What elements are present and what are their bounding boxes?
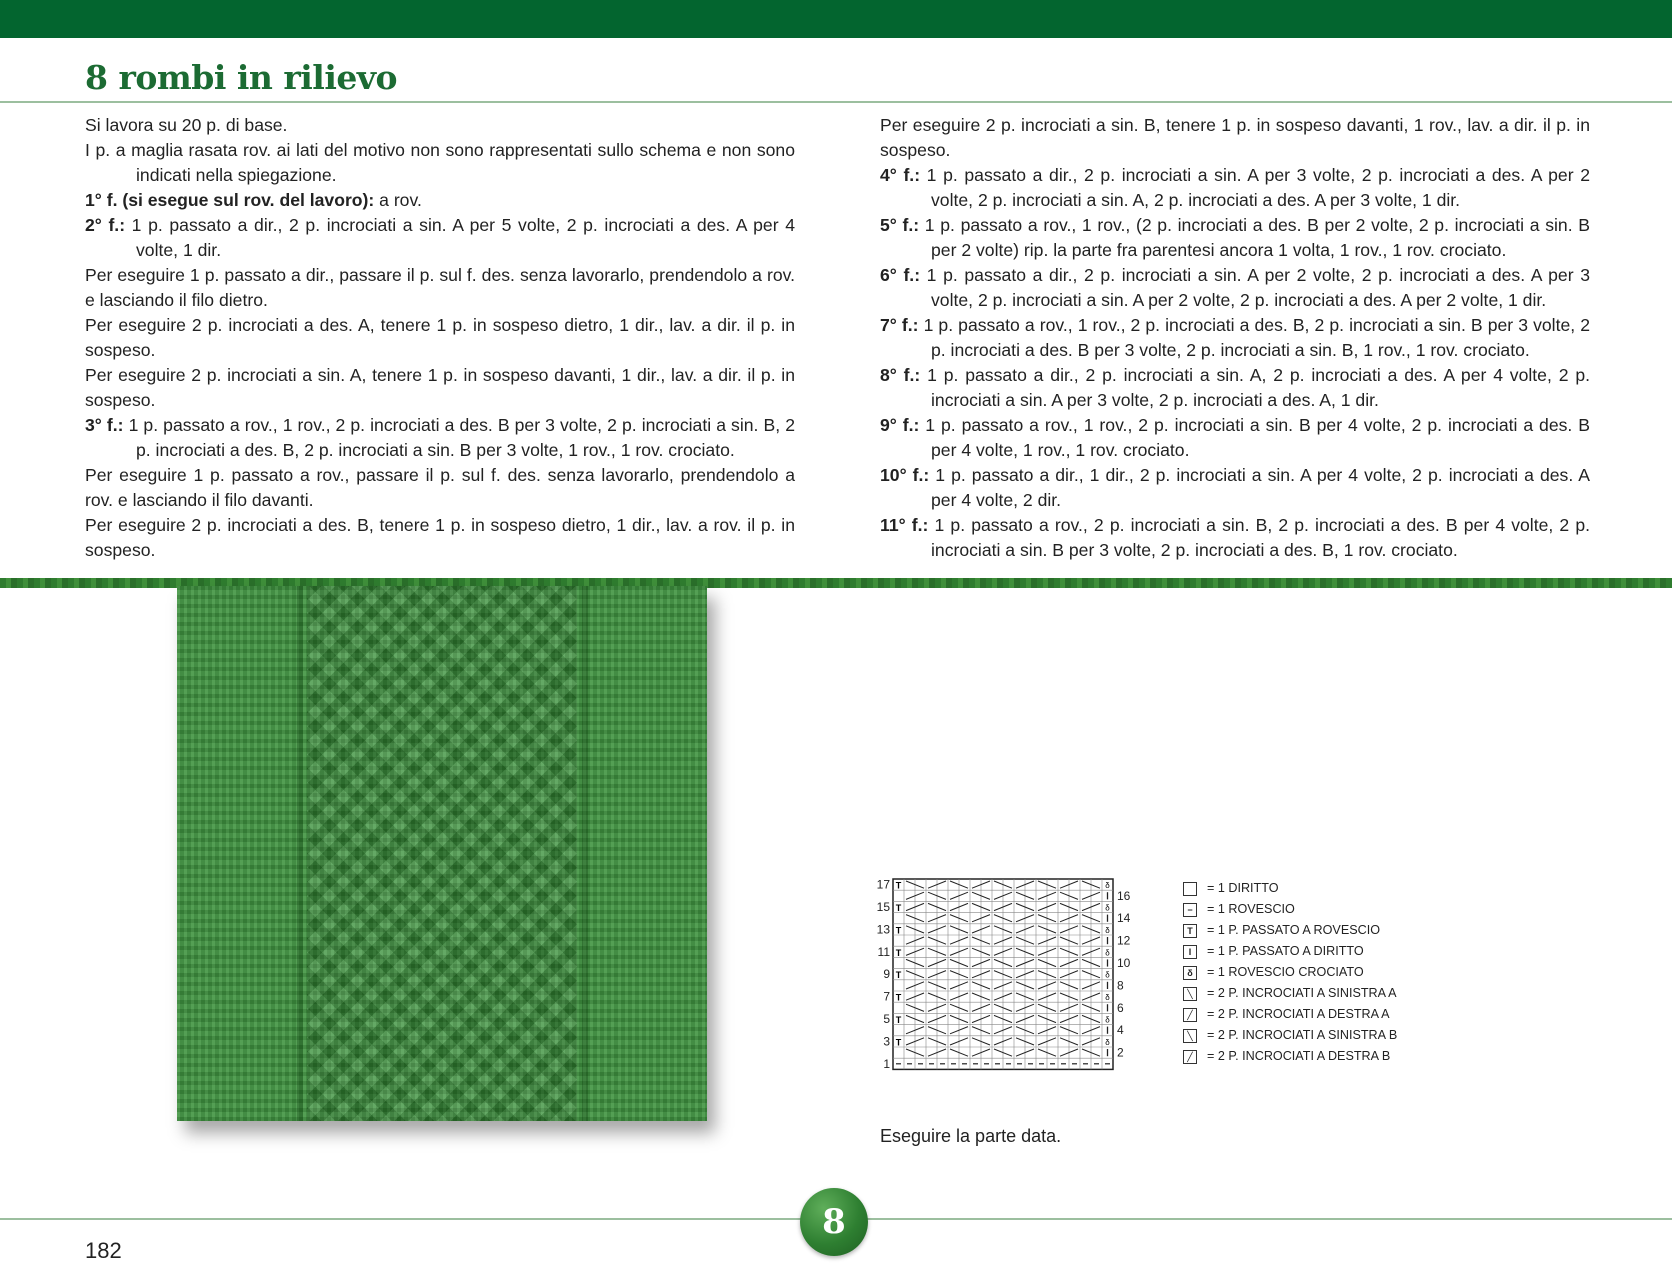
instruction-row <box>880 513 1590 563</box>
legend-item <box>1183 1025 1397 1046</box>
chart-row-number: 3 <box>883 1034 890 1049</box>
chart-slip-purl-mark: T <box>895 992 902 1003</box>
row-text: 1 p. passato a rov., 1 rov., (2 p. incrociati a des. B per 2 volte, 2 p. incrociati a sin. B per 2 volte) rip. la parte fra parentesi ancora 1 volta, 1 rov., 1 rov. crociato. <box>919 215 1590 260</box>
cross-right-b-icon: ╱ <box>1183 1050 1197 1064</box>
chart-row-number: 16 <box>1117 888 1131 903</box>
chart-slip-purl-mark: T <box>895 970 902 981</box>
chart-twisted-purl-mark: δ <box>1105 993 1110 1003</box>
legend-item <box>1183 941 1397 962</box>
instruction-paragraph <box>85 113 795 138</box>
knit-swatch-photo <box>177 586 707 1121</box>
chart-slip-purl-mark: T <box>895 1037 902 1048</box>
chart-twisted-purl-mark: δ <box>1105 925 1110 935</box>
chart-row-number: 5 <box>883 1012 890 1026</box>
instruction-row <box>85 213 795 263</box>
row-label: 9° f.: <box>880 415 920 435</box>
top-color-band <box>0 0 1672 38</box>
instruction-paragraph <box>85 313 795 363</box>
chart-twisted-purl-mark: δ <box>1105 948 1110 958</box>
chart-twisted-purl-mark: δ <box>1105 1037 1110 1047</box>
dash-square-icon: − <box>1183 903 1197 917</box>
instruction-row <box>85 188 795 213</box>
row-label: 7° f.: <box>880 315 919 335</box>
row-text: 1 p. passato a rov., 1 rov., 2 p. incrociati a des. B, 2 p. incrociati a sin. B per 3 volte, 2 p. incrociati a des. B per 3 volte, 2 p. incrociati a sin. B, 1 rov., 1 rov. crociato. <box>918 315 1590 360</box>
legend-item <box>1183 920 1397 941</box>
row-text: a rov. <box>374 190 422 210</box>
instruction-paragraph <box>880 113 1590 163</box>
instruction-row <box>85 138 795 188</box>
instruction-row <box>85 413 795 463</box>
page-title: 8 rombi in rilievo <box>85 58 398 97</box>
legend-item <box>1183 1046 1397 1067</box>
chart-slip-purl-mark: T <box>895 1015 902 1025</box>
chart-twisted-purl-mark: δ <box>1105 1015 1110 1025</box>
t-square-icon: T <box>1183 924 1197 938</box>
row-text: 1 p. passato a dir., 1 dir., 2 p. incrociati a sin. A per 4 volte, 2 p. incrociati a des. A per 4 volte, 2 dir. <box>929 465 1590 510</box>
bar-square-icon: I <box>1183 945 1197 959</box>
instruction-row <box>880 263 1590 313</box>
legend-label: = 2 P. INCROCIATI A SINISTRA A <box>1207 986 1397 1000</box>
chart-twisted-purl-mark: δ <box>1105 970 1110 980</box>
row-label: 8° f.: <box>880 365 921 385</box>
swatch-rib-line <box>297 586 303 1121</box>
row-text: 1 p. passato a dir., 2 p. incrociati a sin. A, 2 p. incrociati a des. A per 4 volte, 2 p. incrociati a sin. A per 3 volte, 2 p. incrociati a des. A, 1 dir. <box>920 365 1590 410</box>
instruction-paragraph <box>85 513 795 563</box>
chart-slip-purl-mark: T <box>895 880 902 891</box>
chart-row-number: 4 <box>1117 1023 1124 1038</box>
row-text: Per eseguire 2 p. incrociati a des. A, tenere 1 p. in sospeso dietro, 1 dir., lav. a dir. il p. in sospeso. <box>85 315 795 360</box>
row-label: 6° f.: <box>880 265 921 285</box>
instruction-row <box>880 463 1590 513</box>
chart-row-number: 2 <box>1117 1045 1124 1060</box>
chart-note: Eseguire la parte data. <box>880 1126 1062 1146</box>
row-label: 3° f.: <box>85 415 124 435</box>
legend-label: = 2 P. INCROCIATI A DESTRA A <box>1207 1007 1390 1021</box>
chart-slip-purl-mark: T <box>895 925 902 936</box>
empty-square-icon <box>1183 882 1197 896</box>
instruction-row <box>880 313 1590 363</box>
row-label: 5° f.: <box>880 215 920 235</box>
legend-item <box>1183 899 1397 920</box>
instruction-row <box>880 213 1590 263</box>
row-text: Per eseguire 2 p. incrociati a des. B, tenere 1 p. in sospeso dietro, 1 dir., lav. a rov. il p. in sospeso. <box>85 515 795 560</box>
chart-twisted-purl-mark: δ <box>1105 881 1110 891</box>
legend-label: = 1 P. PASSATO A DIRITTO <box>1207 944 1364 958</box>
instruction-paragraph <box>85 363 795 413</box>
chart-row-number: 1 <box>883 1056 890 1071</box>
row-text: I p. a maglia rasata rov. ai lati del motivo non sono rappresentati sullo schema e non sono indicati nella spiegazione. <box>85 140 795 185</box>
legend-label: = 1 DIRITTO <box>1207 881 1279 895</box>
chart-row-number: 11 <box>877 944 890 959</box>
row-text: Per eseguire 1 p. passato a rov., passare il p. sul f. des. senza lavorarlo, prendendolo a rov. e lasciando il filo davanti. <box>85 465 795 510</box>
legend-item <box>1183 1004 1397 1025</box>
chart-slip-purl-mark: T <box>895 947 902 958</box>
chart-row-number: 7 <box>883 989 890 1004</box>
row-label: 4° f.: <box>880 165 921 185</box>
knitting-chart <box>868 874 1158 1084</box>
chart-row-number: 17 <box>876 877 890 892</box>
row-label: 2° f.: <box>85 215 126 235</box>
chart-row-number: 15 <box>876 900 890 914</box>
instruction-paragraph <box>85 263 795 313</box>
chart-row-number: 9 <box>883 967 890 982</box>
row-text: 1 p. passato a dir., 2 p. incrociati a sin. A per 5 volte, 2 p. incrociati a des. A per 4 volte, 1 dir. <box>125 215 795 260</box>
cross-left-a-icon: ╲ <box>1183 987 1197 1001</box>
row-text: 1 p. passato a rov., 1 rov., 2 p. incrociati a sin. B per 4 volte, 2 p. incrociati a des. B per 4 volte, 1 rov., 1 rov. crociato. <box>919 415 1590 460</box>
x-square-icon: δ <box>1183 966 1197 980</box>
chart-row-number: 10 <box>1117 956 1131 970</box>
swatch-cable-panel <box>307 586 577 1121</box>
row-text: Si lavora su 20 p. di base. <box>85 115 288 135</box>
legend-label: = 1 P. PASSATO A ROVESCIO <box>1207 923 1381 937</box>
legend-label: = 2 P. INCROCIATI A SINISTRA B <box>1207 1028 1398 1042</box>
legend-label: = 2 P. INCROCIATI A DESTRA B <box>1207 1049 1391 1063</box>
yarn-ball-badge: 8 <box>800 1188 868 1256</box>
instruction-row <box>880 363 1590 413</box>
row-label: 11° f.: <box>880 515 929 535</box>
row-text: 1 p. passato a dir., 2 p. incrociati a sin. A per 3 volte, 2 p. incrociati a des. A per 2 volte, 2 p. incrociati a sin. A, 2 p. incrociati a des. A per 3 volte, 1 dir. <box>920 165 1590 210</box>
chart-row-number: 8 <box>1117 978 1124 993</box>
chart-row-number: 14 <box>1117 911 1131 926</box>
cross-left-b-icon: ╲ <box>1183 1029 1197 1043</box>
row-label: 1° f. (si esegue sul rov. del lavoro): <box>85 190 375 210</box>
row-text: Per eseguire 1 p. passato a dir., passare il p. sul f. des. senza lavorarlo, prendendolo a rov. e lasciando il filo dietro. <box>85 265 795 310</box>
legend-label: = 1 ROVESCIO CROCIATO <box>1207 965 1364 979</box>
instruction-paragraph <box>85 463 795 513</box>
instructions-right-column <box>880 113 1590 563</box>
legend-item <box>1183 983 1397 1004</box>
row-label: 10° f.: <box>880 465 930 485</box>
chart-row-number: 13 <box>876 922 890 937</box>
instruction-row <box>880 413 1590 463</box>
row-text: 1 p. passato a rov., 1 rov., 2 p. incrociati a des. B per 3 volte, 2 p. incrociati a sin. B, 2 p. incrociati a des. B, 2 p. incrociati a sin. B per 3 volte, 1 rov., 1 rov. crociato. <box>123 415 795 460</box>
row-text: Per eseguire 2 p. incrociati a sin. A, tenere 1 p. in sospeso davanti, 1 dir., lav. a dir. il p. in sospeso. <box>85 365 795 410</box>
cross-right-a-icon: ╱ <box>1183 1008 1197 1022</box>
chart-row-number: 6 <box>1117 1000 1124 1015</box>
instruction-row <box>880 163 1590 213</box>
row-text: Per eseguire 2 p. incrociati a sin. B, tenere 1 p. in sospeso davanti, 1 rov., lav. a dir. il p. in sospeso. <box>880 115 1590 160</box>
title-divider <box>0 101 1672 103</box>
legend-item <box>1183 962 1397 983</box>
chart-legend <box>1183 878 1397 1067</box>
instructions-left-column <box>85 113 795 563</box>
row-text: 1 p. passato a dir., 2 p. incrociati a sin. A per 2 volte, 2 p. incrociati a des. A per 3 volte, 2 p. incrociati a sin. A per 2 volte, 2 p. incrociati a des. A per 2 volte, 1 dir. <box>920 265 1590 310</box>
chart-row-number: 12 <box>1117 933 1131 948</box>
swatch-rib-line <box>582 586 588 1121</box>
legend-label: = 1 ROVESCIO <box>1207 902 1295 916</box>
row-text: 1 p. passato a rov., 2 p. incrociati a sin. B, 2 p. incrociati a des. B per 4 volte, 2 p. incrociati a sin. B per 3 volte, 2 p. incrociati a des. B, 1 rov. crociato. <box>928 515 1590 560</box>
page-number: 182 <box>85 1238 122 1263</box>
chart-slip-purl-mark: T <box>895 903 902 913</box>
chart-twisted-purl-mark: δ <box>1105 903 1110 913</box>
legend-item <box>1183 878 1397 899</box>
